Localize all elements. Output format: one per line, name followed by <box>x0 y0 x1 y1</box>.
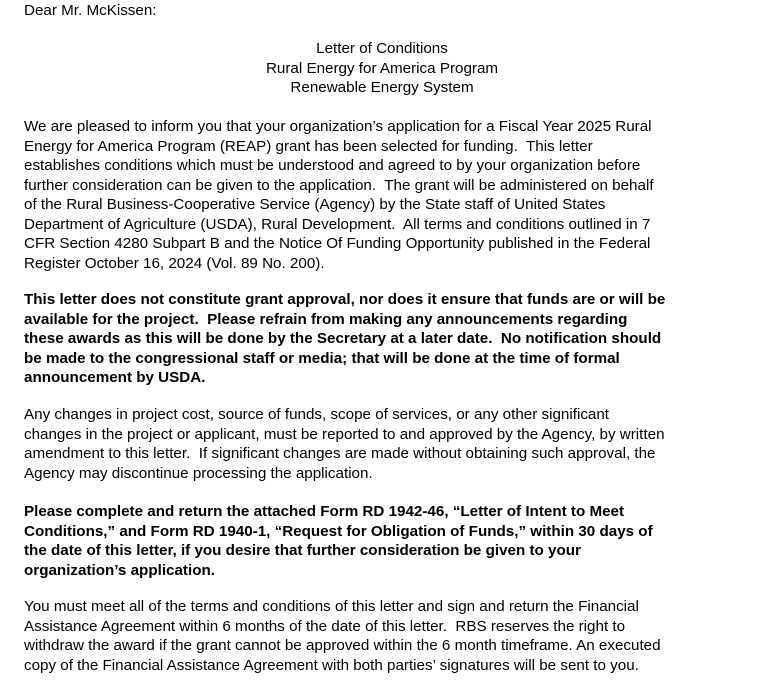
paragraph-line: further consideration can be given to the application. The grant will be administered on behalf <box>24 176 654 194</box>
paragraph-line: announcement by USDA. <box>24 369 206 386</box>
paragraph-line: You must meet all of the terms and conditions of this letter and sign and return the Financial <box>24 598 639 615</box>
paragraph-line: CFR Section 4280 Subpart B and the Notice Of Funding Opportunity published in the Federal <box>24 235 651 252</box>
paragraph-line: Conditions,” and Form RD 1940-1, “Request for Obligation of Funds,” within 30 days of <box>24 522 653 540</box>
paragraph-line: the date of this letter, if you desire that further consideration be given to your <box>24 542 581 559</box>
paragraph-line: be made to the congressional staff or media; that will be done at the time of formal <box>24 349 620 367</box>
title-line: Letter of Conditions <box>316 40 448 57</box>
paragraph-line: This letter does not constitute grant approval, nor does it ensure that funds are or will be <box>24 291 666 308</box>
paragraph-line: changes in the project or applicant, must be reported to and approved by the Agency, by written <box>24 425 665 443</box>
paragraph-line: Energy for America Program (REAP) grant has been selected for funding. This letter <box>24 137 593 155</box>
paragraph-line: these awards as this will be done by the Secretary at a later date. No notification should <box>24 330 662 347</box>
paragraph-line: establishes conditions which must be understood and agreed to by your organization before <box>24 157 641 174</box>
paragraph-line: of the Rural Business-Cooperative Service (Agency) by the State staff of United States <box>24 196 606 213</box>
paragraph-line: Register October 16, 2024 (Vol. 89 No. 200). <box>24 254 325 272</box>
paragraph-line: Please complete and return the attached Form RD 1942-46, “Letter of Intent to Meet <box>24 503 625 520</box>
paragraph-line: Any changes in project cost, source of funds, scope of services, or any other significant <box>24 406 610 423</box>
paragraph-line: Assistance Agreement within 6 months of the date of this letter. RBS reserves the right to <box>24 617 626 635</box>
paragraph-line: organization’s application. <box>24 561 215 579</box>
paragraph-line: amendment to this letter. If significant changes are made without obtaining such approval, the <box>24 445 656 462</box>
paragraph-line: withdraw the award if the grant cannot be approved within the 6 month timeframe. An executed <box>24 637 661 654</box>
paragraph-line: Department of Agriculture (USDA), Rural Development. All terms and conditions outlined in 7 <box>24 215 651 233</box>
paragraph-line: We are pleased to inform you that your organization’s application for a Fiscal Year 2025 Rural <box>24 118 652 135</box>
paragraph-line: available for the project. Please refrain from making any announcements regarding <box>24 310 628 328</box>
salutation: Dear Mr. McKissen: <box>24 2 157 19</box>
title-line: Renewable Energy System <box>290 79 474 96</box>
title-line: Rural Energy for America Program <box>265 59 499 77</box>
paragraph-line: Agency may discontinue processing the application. <box>24 464 373 482</box>
paragraph-line: copy of the Financial Assistance Agreement with both parties’ signatures will be sent to you. <box>24 656 639 674</box>
